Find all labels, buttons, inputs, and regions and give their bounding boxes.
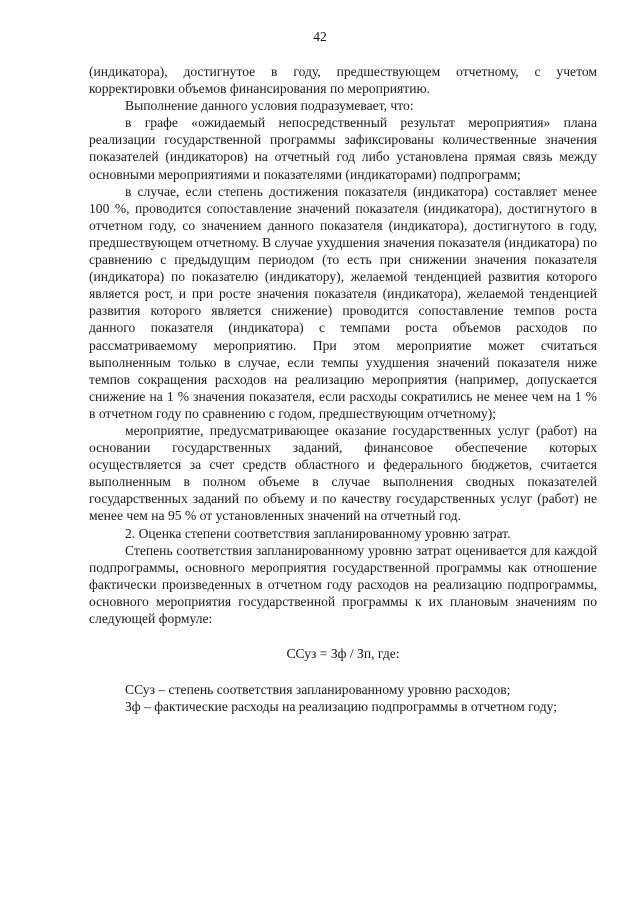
formula: ССуз = Зф / Зп, где: xyxy=(286,646,400,662)
page-number: 42 xyxy=(313,29,327,44)
document-body xyxy=(89,63,597,715)
paragraph: в графе «ожидаемый непосредственный результат мероприятия» плана реализации государственной программы зафиксированы количественные значения показателей (индикаторов) на отчетный год либо установлена прямая связь между основными мероприятиями и показателями (индикаторами) подпрограмм; xyxy=(89,115,597,182)
paragraph: (индикатора), достигнутое в году, предшествующем отчетному, с учетом корректировки объемов финансирования по мероприятию. xyxy=(89,64,597,97)
definition-item: Зф – фактические расходы на реализацию подпрограммы в отчетном году; xyxy=(125,699,558,715)
section-heading: 2. Оценка степени соответствия запланированному уровню затрат. xyxy=(125,525,511,541)
paragraph: мероприятие, предусматривающее оказание государственных услуг (работ) на основании государственных заданий, финансовое обеспечение которых осуществляется за счет средств областного и федерального бюджетов, считается выполненным в полном объеме в случае выполнения сводных показателей государственных заданий по объему и по качеству государственных услуг (работ) не менее чем на 95 % от установленных значений на отчетный год. xyxy=(89,422,597,524)
paragraph: в случае, если степень достижения показателя (индикатора) составляет менее 100 %, проводится сопоставление значений показателя (индикатора), достигнутого в отчетном году, со значением данного показателя (индикатора), достигнутого в году, предшествующем отчетному. В случае ухудшения значения показателя (индикатора) по сравнению с предыдущим периодом (то есть при снижении значения показателя (индикатора) по показателю (индикатору), желаемой тенденцией развития которого является рост, и при росте значения показателя (индикатора), желаемой тенденцией развития которого является снижение) проводится сопоставление темпов роста данного показателя (индикатора) с темпами роста объемов расходов по рассматриваемому мероприятию. При этом мероприятие может считаться выполненным только в случае, если темпы ухудшения значений показателя ниже темпов сокращения расходов на реализацию мероприятия (например, допускается снижение на 1 % значения показателя, если расходы сократились не менее чем на 1 % в отчетном году по сравнению с годом, предшествующим отчетному); xyxy=(89,183,597,421)
definition-item: ССуз – степень соответствия запланированному уровню расходов; xyxy=(125,682,511,698)
paragraph: Выполнение данного условия подразумевает, что: xyxy=(125,98,414,114)
paragraph: Степень соответствия запланированному уровню затрат оценивается для каждой подпрограммы, основного мероприятия государственной программы как отношение фактически произведенных в отчетном году расходов на реализацию подпрограммы, основного мероприятия государственной программы к их плановым значениям по следующей формуле: xyxy=(89,542,597,626)
